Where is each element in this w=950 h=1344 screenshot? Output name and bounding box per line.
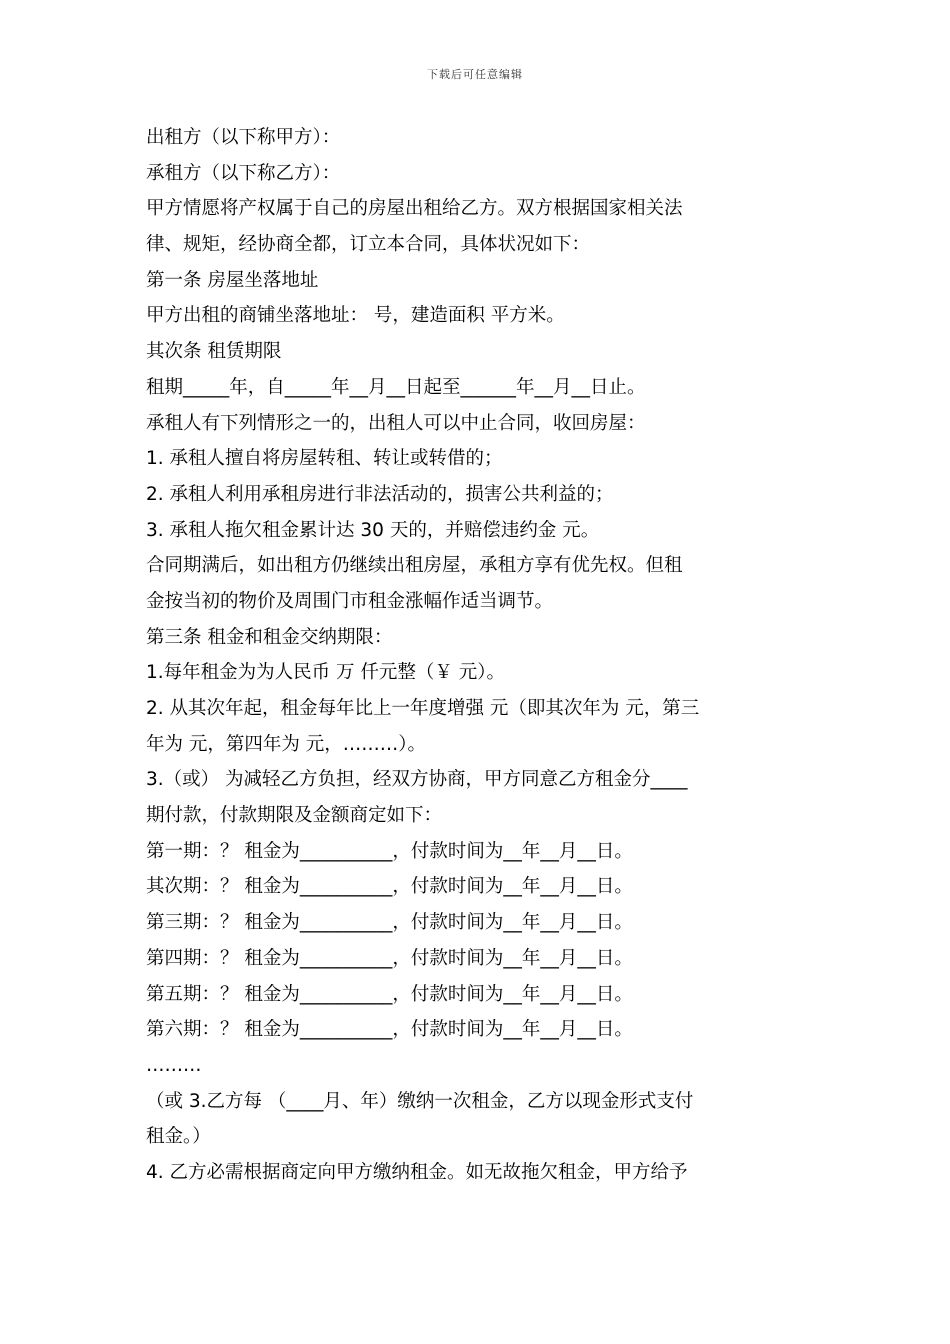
text-line: 租期_____年，自_____年__月__日起至______年__月__日止。 [146, 376, 646, 398]
list-item: 4. 乙方必需根据商定向甲方缴纳租金。如无故拖欠租金，甲方给予 [146, 1161, 688, 1183]
page-header: 下载后可任意编辑 [427, 68, 523, 81]
text-line: 金按当初的物价及周围门市租金涨幅作适当调节。 [146, 590, 554, 612]
payment-line: 其次期：？ 租金为__________，付款时间为__年__月__日。 [146, 876, 633, 898]
list-item: 1.每年租金为为人民币 万 仟元整（￥ 元）。 [146, 662, 506, 684]
payment-line: 第六期：？ 租金为__________，付款时间为__年__月__日。 [146, 1019, 633, 1041]
payment-line: 第一期：？ 租金为__________，付款时间为__年__月__日。 [146, 840, 633, 862]
list-item: 3. 承租人拖欠租金累计达 30 天的，并赔偿违约金 元。 [146, 519, 600, 541]
text-line: 年为 元，第四年为 元，………）。 [146, 733, 427, 755]
text-line: （或 3.乙方每 （____月、年）缴纳一次租金，乙方以现金形式支付 [146, 1090, 694, 1112]
payment-line: 第五期：？ 租金为__________，付款时间为__年__月__日。 [146, 983, 633, 1005]
text-line: 承租方（以下称乙方）： [146, 162, 341, 184]
payment-line: 第四期：？ 租金为__________，付款时间为__年__月__日。 [146, 947, 633, 969]
section-heading: 其次条 租赁期限 [146, 341, 282, 363]
payment-line: 第三期：？ 租金为__________，付款时间为__年__月__日。 [146, 912, 633, 934]
contract-body [146, 120, 811, 1191]
text-line: 律、规矩，经协商全都，订立本合同，具体状况如下： [146, 234, 591, 256]
text-line: 出租方（以下称甲方）： [146, 127, 341, 148]
list-item: 2. 从其次年起，租金每年比上一年度增强 元（即其次年为 元，第三 [146, 698, 700, 719]
text-line: 甲方情愿将产权属于自己的房屋出租给乙方。双方根据国家相关法 [146, 198, 683, 220]
text-line: 租金。） [146, 1126, 211, 1148]
section-heading: 第三条 租金和租金交纳期限： [146, 626, 393, 648]
list-item: 2. 承租人利用承租房进行非法活动的，损害公共利益的； [146, 483, 614, 505]
list-item: 1. 承租人擅自将房屋转租、转让或转借的； [146, 448, 503, 470]
text-line: 承租人有下列情形之一的，出租人可以中止合同，收回房屋： [146, 412, 646, 434]
text-line: 甲方出租的商铺坐落地址： 号，建造面积 平方米。 [146, 305, 565, 327]
text-line: 期付款，付款期限及金额商定如下： [146, 805, 443, 827]
section-heading: 第一条 房屋坐落地址 [146, 269, 319, 291]
ellipsis-line: ……… [146, 1054, 202, 1076]
list-item: 3.（或） 为减轻乙方负担，经双方协商，甲方同意乙方租金分____ [146, 769, 688, 791]
text-line: 合同期满后，如出租方仍继续出租房屋，承租方享有优先权。但租 [146, 555, 683, 577]
